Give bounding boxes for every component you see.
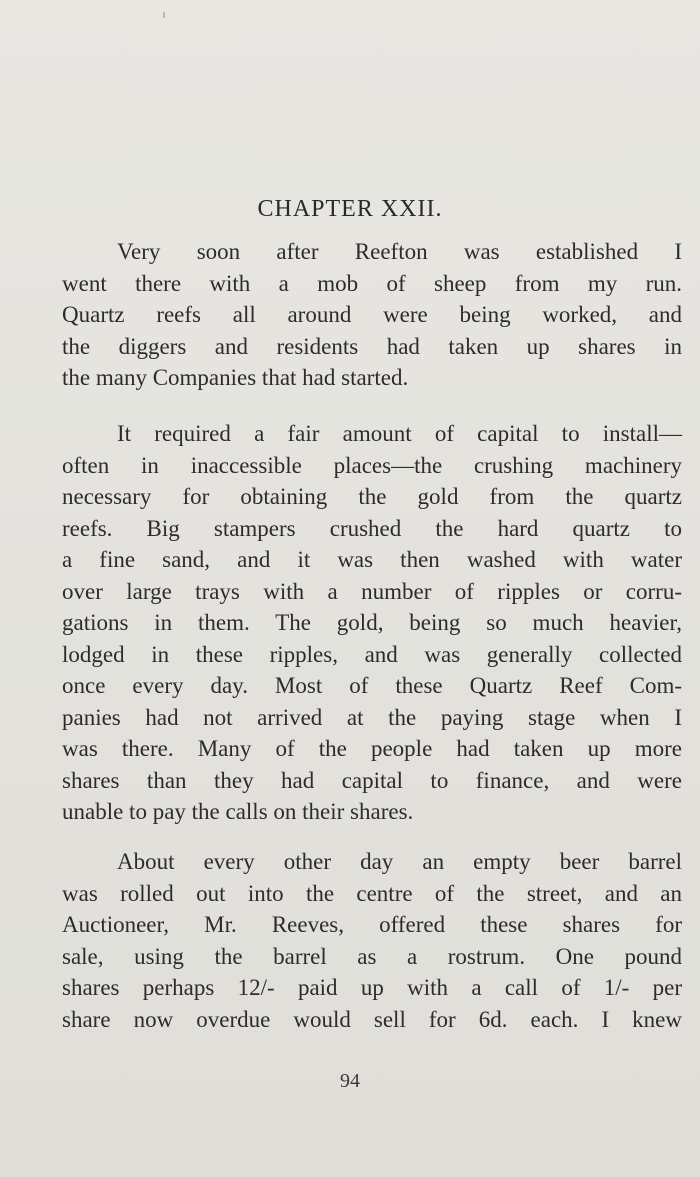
paragraph-line: panies had not arrived at the paying stage when I bbox=[62, 704, 682, 730]
paragraph-line: Auctioneer, Mr. Reeves, offered these shares for bbox=[62, 912, 682, 937]
paragraph-line: over large trays with a number of ripples or corru- bbox=[62, 578, 682, 604]
paragraph-line: once every day. Most of these Quartz Reef Com- bbox=[62, 673, 682, 698]
paragraph-line: Quartz reefs all around were being worked, and bbox=[62, 302, 682, 327]
paragraph-line: sale, using the barrel as a rostrum. One pound bbox=[62, 943, 682, 969]
paragraph-2 bbox=[62, 418, 682, 828]
paragraph-line: reefs. Big stampers crushed the hard quartz to bbox=[62, 515, 682, 541]
page-number: 94 bbox=[340, 1070, 360, 1092]
paragraph-line: shares than they had capital to finance, and were bbox=[62, 767, 682, 793]
paragraph-line: went there with a mob of sheep from my run. bbox=[62, 270, 682, 296]
paragraph-line: unable to pay the calls on their shares. bbox=[62, 799, 414, 824]
paragraph-line: often in inaccessible places—the crushing machinery bbox=[62, 452, 682, 478]
paragraph-line: necessary for obtaining the gold from the quartz bbox=[62, 484, 682, 509]
paragraph-line: About every other day an empty beer barrel bbox=[117, 849, 682, 874]
paragraph-line: was there. Many of the people had taken up more bbox=[62, 736, 682, 761]
paragraph-line: a fine sand, and it was then washed with water bbox=[62, 547, 682, 572]
paragraph-line: lodged in these ripples, and was generally collected bbox=[62, 641, 682, 667]
paragraph-line: the many Companies that had started. bbox=[62, 365, 409, 390]
paragraph-line: share now overdue would sell for 6d. each. I knew bbox=[62, 1006, 682, 1032]
paragraph-3 bbox=[62, 846, 682, 1035]
paragraph-line: shares perhaps 12/- paid up with a call of 1/- per bbox=[62, 975, 682, 1000]
paragraph-line: was rolled out into the centre of the street, and an bbox=[62, 880, 682, 906]
paragraph-line: the diggers and residents had taken up shares in bbox=[62, 333, 682, 359]
chapter-title: CHAPTER XXII. bbox=[257, 196, 443, 222]
paragraph-1 bbox=[62, 236, 682, 394]
paragraph-line: Very soon after Reefton was established I bbox=[117, 239, 682, 264]
paragraph-line: It required a fair amount of capital to install— bbox=[117, 421, 682, 446]
page-speck bbox=[163, 12, 165, 18]
paragraph-line: gations in them. The gold, being so much heavier, bbox=[62, 610, 682, 635]
